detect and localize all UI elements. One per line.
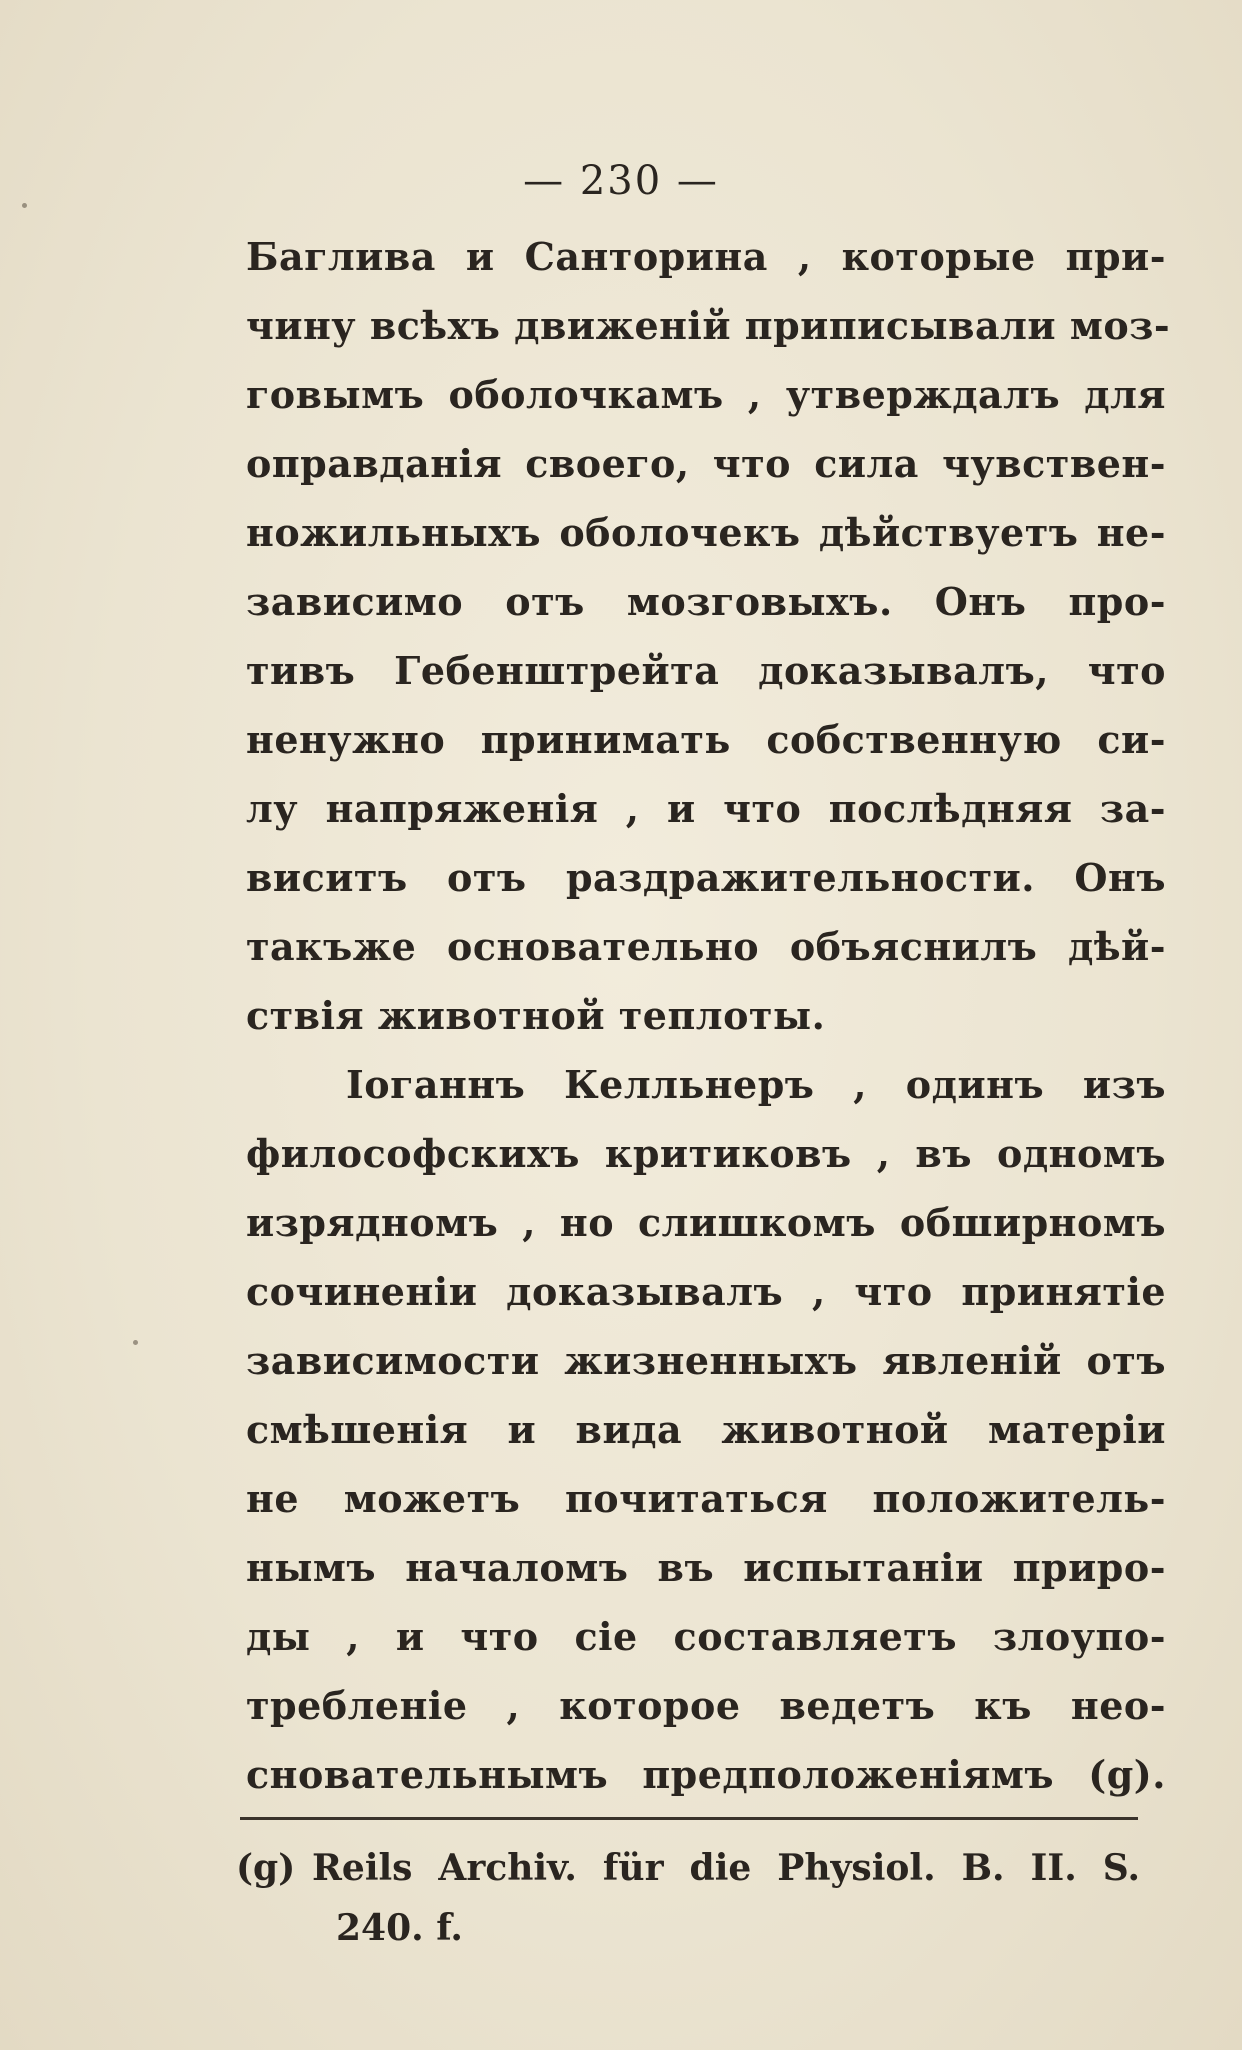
text-line: изрядномъ , но слишкомъ обширномъ (246, 1200, 1166, 1245)
footnote-divider (240, 1817, 1138, 1820)
footnote (236, 1838, 1148, 1958)
text-line: ненужно принимать собственную си- (246, 717, 1166, 762)
text-line: говымъ оболочкамъ , утверждалъ для (246, 372, 1166, 417)
text-line: не можетъ почитаться положитель- (246, 1476, 1166, 1521)
text-line: ствія животной теплоты. (246, 993, 826, 1038)
text-line: философскихъ критиковъ , въ одномъ (246, 1131, 1166, 1176)
page-number: — 230 — (523, 158, 719, 204)
main-text (246, 222, 1171, 1809)
text-line: лу напряженія , и что послѣдняя за- (246, 786, 1166, 831)
text-line: сновательнымъ предположеніямъ (g). (246, 1752, 1166, 1797)
text-line: смѣшенія и вида животной матеріи (246, 1407, 1166, 1452)
text-line: требленіе , которое ведетъ къ нео- (246, 1683, 1166, 1728)
text-line: зависимости жизненныхъ явленій отъ (246, 1338, 1166, 1383)
text-line: тивъ Гебенштрейта доказывалъ, что (246, 648, 1166, 693)
paper-speck (22, 203, 27, 208)
text-line: сочиненіи доказывалъ , что принятіе (246, 1269, 1166, 1314)
text-line: Іоганнъ Келльнеръ , одинъ изъ (346, 1062, 1166, 1107)
text-line: зависимо отъ мозговыхъ. Онъ про- (246, 579, 1166, 624)
text-line: чину всѣхъ движеній приписывали моз- (246, 303, 1171, 348)
text-line: ды , и что сіе составляетъ злоупо- (246, 1614, 1166, 1659)
footnote-line: 240. f. (336, 1907, 463, 1949)
text-line: виситъ отъ раздражительности. Онъ (246, 855, 1166, 900)
footnote-line (236, 1838, 1148, 1898)
text-line: такъже основательно объяснилъ дѣй- (246, 924, 1166, 969)
footnote-reference: Reils Archiv. für die Physiol. B. II. S. (312, 1847, 1140, 1889)
paper-speck (133, 1340, 138, 1345)
text-line: Баглива и Санторина , которые при- (246, 234, 1166, 279)
footnote-marker: (g) (236, 1847, 296, 1889)
text-line: оправданія своего, что сила чувствен- (246, 441, 1166, 486)
text-line: ножильныхъ оболочекъ дѣйствуетъ не- (246, 510, 1166, 555)
text-line: нымъ началомъ въ испытаніи приро- (246, 1545, 1166, 1590)
